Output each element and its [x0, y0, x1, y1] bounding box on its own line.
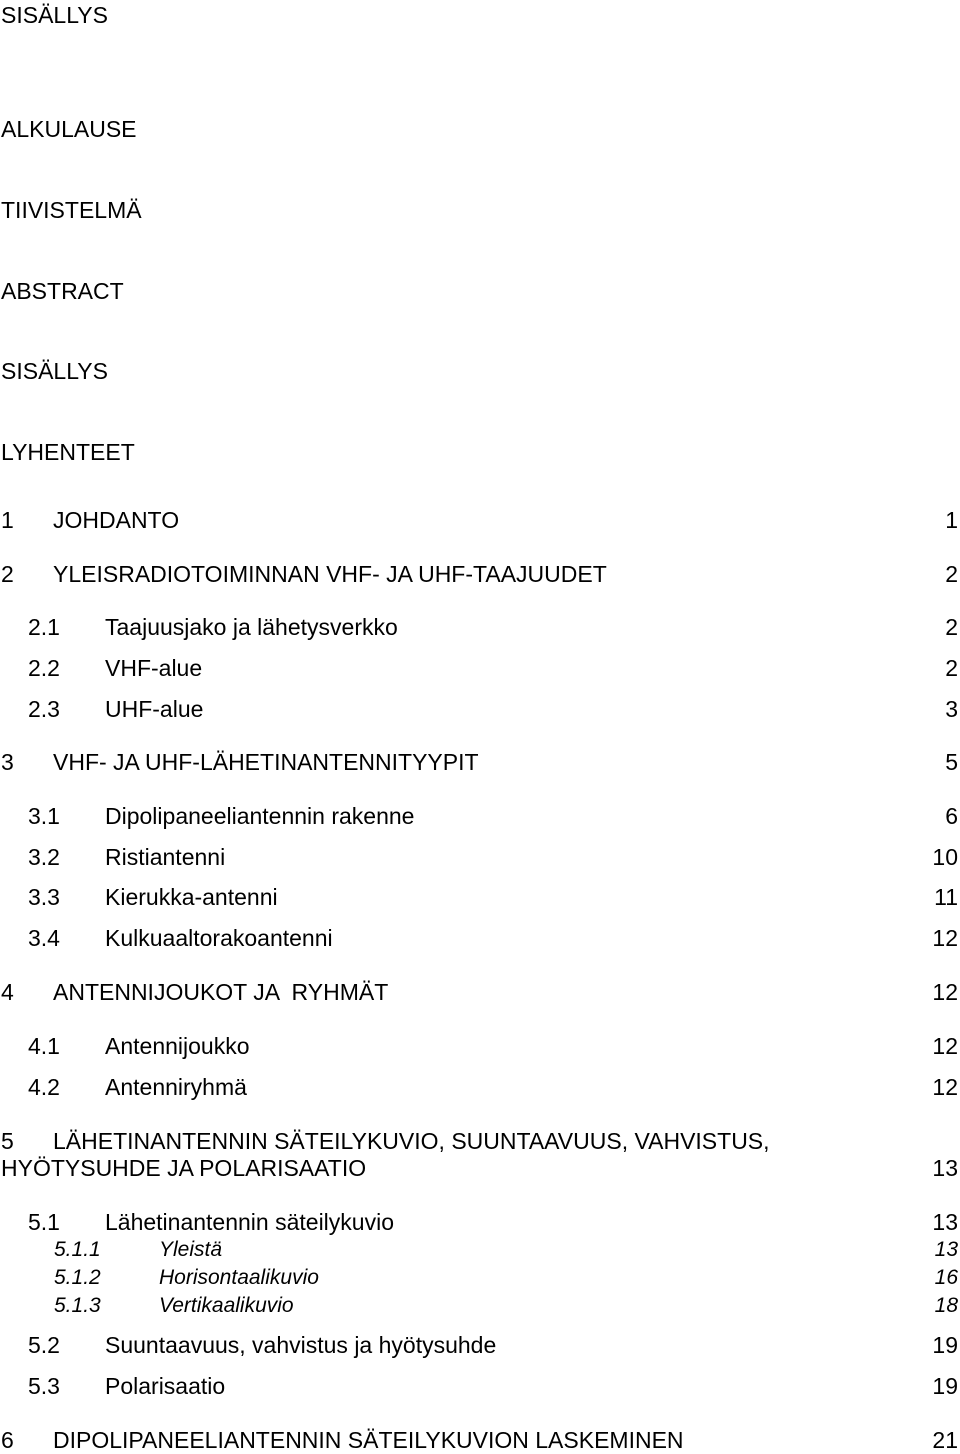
- toc-title: Horisontaalikuvio: [159, 1266, 319, 1289]
- toc-page: 21: [932, 1427, 958, 1453]
- toc-page: 12: [932, 925, 958, 951]
- toc-title: Ristiantenni: [105, 844, 226, 870]
- toc-page: 11: [934, 884, 958, 910]
- toc-title: Dipolipaneeliantennin rakenne: [105, 803, 415, 829]
- toc-number: 5.1.3: [54, 1294, 101, 1317]
- toc-title: Antennijoukko: [105, 1033, 250, 1059]
- toc-title: UHF-alue: [105, 696, 204, 722]
- toc-page: 2: [945, 655, 958, 681]
- toc-title: Antenniryhmä: [105, 1074, 247, 1100]
- toc-number: 5.1.2: [54, 1266, 101, 1289]
- toc-title: HYÖTYSUHDE JA POLARISAATIO: [1, 1155, 367, 1181]
- toc-number: 2.2: [28, 655, 60, 681]
- toc-title: Lähetinantennin säteilykuvio: [105, 1209, 394, 1235]
- toc-number: 5: [1, 1128, 14, 1154]
- toc-number: 3.3: [28, 884, 60, 910]
- toc-heading-alkulause: ALKULAUSE: [1, 116, 137, 142]
- toc-heading-lyhenteet: LYHENTEET: [1, 439, 135, 465]
- toc-page: 16: [934, 1266, 958, 1289]
- toc-page: 5: [945, 749, 958, 775]
- toc-page: 3: [945, 696, 958, 722]
- toc-title: Kulkuaaltorakoantenni: [105, 925, 333, 951]
- toc-page: 19: [932, 1332, 958, 1358]
- toc-number: 3: [1, 749, 14, 775]
- toc-heading-sisallys: SISÄLLYS: [1, 358, 108, 384]
- toc-page: 2: [945, 561, 958, 587]
- toc-title: Taajuusjako ja lähetysverkko: [105, 614, 398, 640]
- toc-heading-tiivistelma: TIIVISTELMÄ: [1, 197, 142, 223]
- toc-title: Yleistä: [159, 1238, 223, 1261]
- toc-title: VHF- JA UHF-LÄHETINANTENNITYYPIT: [53, 749, 479, 775]
- toc-number: 5.3: [28, 1373, 60, 1399]
- toc-page: 2: [945, 614, 958, 640]
- toc-title: Kierukka-antenni: [105, 884, 278, 910]
- toc-number: 5.1.1: [54, 1238, 101, 1261]
- toc-number: 2.1: [28, 614, 60, 640]
- toc-number: 6: [1, 1427, 14, 1453]
- toc-number: 1: [1, 507, 14, 533]
- toc-title: ANTENNIJOUKOT JA RYHMÄT: [53, 979, 389, 1005]
- toc-number: 4: [1, 979, 14, 1005]
- toc-number: 4.1: [28, 1033, 60, 1059]
- toc-title: VHF-alue: [105, 655, 203, 681]
- toc-page: 18: [934, 1294, 958, 1317]
- toc-page: 19: [932, 1373, 958, 1399]
- toc-page: 13: [934, 1238, 958, 1261]
- toc-title: Suuntaavuus, vahvistus ja hyötysuhde: [105, 1332, 497, 1358]
- toc-heading-abstract: ABSTRACT: [1, 278, 124, 304]
- toc-page: 12: [932, 979, 958, 1005]
- toc-page: 13: [932, 1155, 958, 1181]
- toc-number: 2.3: [28, 696, 60, 722]
- toc-number: 2: [1, 561, 14, 587]
- toc-title: Polarisaatio: [105, 1373, 226, 1399]
- toc-title: DIPOLIPANEELIANTENNIN SÄTEILYKUVION LASKEMINEN: [53, 1427, 684, 1453]
- toc-number: 5.1: [28, 1209, 60, 1235]
- page-title: SISÄLLYS: [1, 2, 108, 28]
- toc-page: 13: [932, 1209, 958, 1235]
- toc-page: 1: [945, 507, 958, 533]
- toc-number: 4.2: [28, 1074, 60, 1100]
- toc-title: YLEISRADIOTOIMINNAN VHF- JA UHF-TAAJUUDET: [53, 561, 607, 587]
- toc-number: 5.2: [28, 1332, 60, 1358]
- toc-title: JOHDANTO: [53, 507, 180, 533]
- toc-title: Vertikaalikuvio: [159, 1294, 294, 1317]
- toc-page: 12: [932, 1074, 958, 1100]
- toc-page: 6: [945, 803, 958, 829]
- toc-number: 3.4: [28, 925, 60, 951]
- toc-title: LÄHETINANTENNIN SÄTEILYKUVIO, SUUNTAAVUUS, VAHVISTUS,: [53, 1128, 770, 1154]
- toc-number: 3.1: [28, 803, 60, 829]
- toc-page: 10: [932, 844, 958, 870]
- toc-page: 12: [932, 1033, 958, 1059]
- toc-number: 3.2: [28, 844, 60, 870]
